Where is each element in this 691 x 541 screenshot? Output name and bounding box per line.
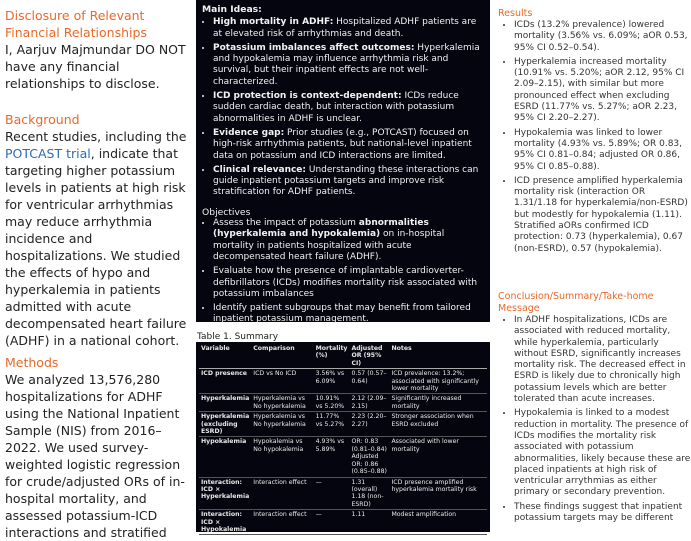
potcast-trial-link[interactable]: POTCAST trial <box>5 146 91 161</box>
main-ideas-heading: Main Ideas: <box>202 4 262 15</box>
table-row: Hyperkalemia (excluding ESRD) Hyperkalemia vs No hyperkalemia 11.77% vs 5.27% 2.23 (2.20–2.27) Stronger association when ESRD excluded <box>199 412 487 437</box>
disclosure-body: I, Aarjuv Majmundar DO NOT have any financial relationships to disclose. <box>5 42 186 91</box>
results-list <box>494 20 691 255</box>
main-idea-item: • ICD protection is context-dependent: ICDs reduce sudden cardiac death, but interaction with potassium abnormalities in ADHF is unclear. <box>213 91 484 125</box>
table-header-row <box>199 344 487 369</box>
methods-body: We analyzed 13,576,280 hospitalizations for ADHF using the National Inpatient Sample (NIS) from 2016–2022. We used survey-weighted logistic regression for crude/adjusted ORs of in-hospital mortality, and assessed potassium-ICD interactions and stratified <box>5 372 185 540</box>
background-body: Recent studies, including the POTCAST trial, indicate that targeting higher potassium levels in patients at high risk for ventricular arrhythmias may reduce arrhythmia incidence and hospitalizations. We studied the effects of hypo and hyperkalemia in patients admitted with acute decompensated heart failure (ADHF) in a national cohort. <box>5 129 187 348</box>
main-idea-item: • High mortality in ADHF: Hospitalized ADHF patients are at elevated risk of arrhythmias and death. <box>213 17 484 40</box>
results-item: • ICDs (13.2% prevalence) lowered mortality (3.56% vs. 6.09%; aOR 0.53, 95% CI 0.52–0.54). <box>514 20 691 54</box>
table-row: Interaction: ICD × Hypokalemia Interaction effect — 1.11 Modest amplification <box>199 510 487 535</box>
right-column <box>494 0 691 532</box>
objectives-heading: Objectives <box>202 206 251 218</box>
table-row: Hypokalemia Hypokalemia vs No hypokalemia 4.93% vs 5.89% OR: 0.83 (0.81–0.84) Adjusted OR: 0.86 (0.85–0.88) Associated with lower mortality <box>199 437 487 477</box>
left-column <box>0 0 188 540</box>
table-row: ICD presence ICD vs No ICD 3.56% vs 6.09% 0.57 (0.57–0.64) ICD prevalence: 13.2%; associated with significantly lower mortality <box>199 369 487 394</box>
main-ideas-panel <box>196 0 490 325</box>
col-header: Notes <box>389 344 487 369</box>
main-ideas-list <box>202 17 484 198</box>
objective-item: • Identify patient subgroups that may benefit from tailored inpatient potassium management. <box>213 303 484 326</box>
table-row: Interaction: ICD × Hyperkalemia Interaction effect — 1.31 (overall) 1.18 (non-ESRD) ICD presence amplified hyperkalemia mortality risk <box>199 477 487 510</box>
conclusion-item: • Hypokalemia is linked to a modest reduction in mortality. The presence of ICDs modifies the mortality risk associated with potassium abnormalities, likely because these are placed inpatients at high risk of ventricular arrythmias as either primary or secondary prevention. <box>514 408 691 498</box>
col-header: Variable <box>199 344 251 369</box>
conclusion-title: Conclusion/Summary/Take-home Message <box>498 291 654 314</box>
main-idea-item: • Evidence gap: Prior studies (e.g., POTCAST) focused on high-risk arrhythmia patients, but national-level inpatient data on potassium and ICD interactions are limited. <box>213 128 484 162</box>
table-row: Hyperkalemia Hyperkalemia vs No hyperkalemia 10.91% vs 5.20% 2.12 (2.09–2.15) Significantly increased mortality <box>199 394 487 412</box>
conclusion-item: • In ADHF hospitalizations, ICDs are associated with reduced mortality, while hyperkalemia, particularly without ESRD, significantly increases mortality risk. The decreased effect in ESRD is likely due to chronically high potassium levels which are better tolerated than acute increases. <box>514 315 691 405</box>
col-header: Adjusted OR (95% CI) <box>349 344 389 369</box>
col-header: Comparison <box>251 344 313 369</box>
main-idea-item: • Clinical relevance: Understanding these interactions can guide inpatient potassium targets and improve risk stratification for ADHF patients. <box>213 165 484 199</box>
results-title: Results <box>498 8 533 19</box>
conclusion-list <box>494 315 691 524</box>
results-item: • ICD presence amplified hyperkalemia mortality risk (interaction OR 1.31/1.18 for hyperkalemia/non-ESRD) but modestly for hypokalemia (1.11). Stratified aORs confirmed ICD protection: 0.73 (hyperkalemia), 0.67 (non-ESRD), 0.57 (hypokalemia). <box>514 176 691 255</box>
methods-title: Methods <box>5 355 59 370</box>
objective-item: • Evaluate how the presence of implantable cardioverter-defibrillators (ICDs) modifies mortality risk associated with potassium imbalances <box>213 266 484 300</box>
col-header: Mortality (%) <box>314 344 350 369</box>
objectives-list <box>202 218 484 326</box>
conclusion-item: • These findings suggest that inpatient potassium targets may be different <box>514 502 691 525</box>
background-title: Background <box>5 112 80 127</box>
summary-table <box>199 344 487 535</box>
results-item: • Hyperkalemia increased mortality (10.91% vs. 5.20%; aOR 2.12, 95% CI 2.09–2.15), with similar but more pronounced effect when excluding ESRD (11.77% vs. 5.27%; aOR 2.23, 95% CI 2.20–2.27). <box>514 57 691 125</box>
objective-item: • Assess the impact of potassium abnormalities (hyperkalemia and hypokalemia) on in-hospital mortality in patients hospitalized with acute decompensated heart failure (ADHF). <box>213 218 484 263</box>
disclosure-title: Disclosure of Relevant Financial Relationships <box>5 8 147 40</box>
table-title: Table 1. Summary <box>197 332 279 342</box>
summary-table-panel <box>196 342 490 532</box>
main-idea-item: • Potassium imbalances affect outcomes: Hyperkalemia and hypokalemia may influence arrhythmia risk and survival, but their inpatient effects are not well-characterized. <box>213 43 484 88</box>
results-item: • Hypokalemia was linked to lower mortality (4.93% vs. 5.89%; OR 0.83, 95% CI 0.81–0.84; adjusted OR 0.86, 95% CI 0.85–0.88). <box>514 128 691 173</box>
